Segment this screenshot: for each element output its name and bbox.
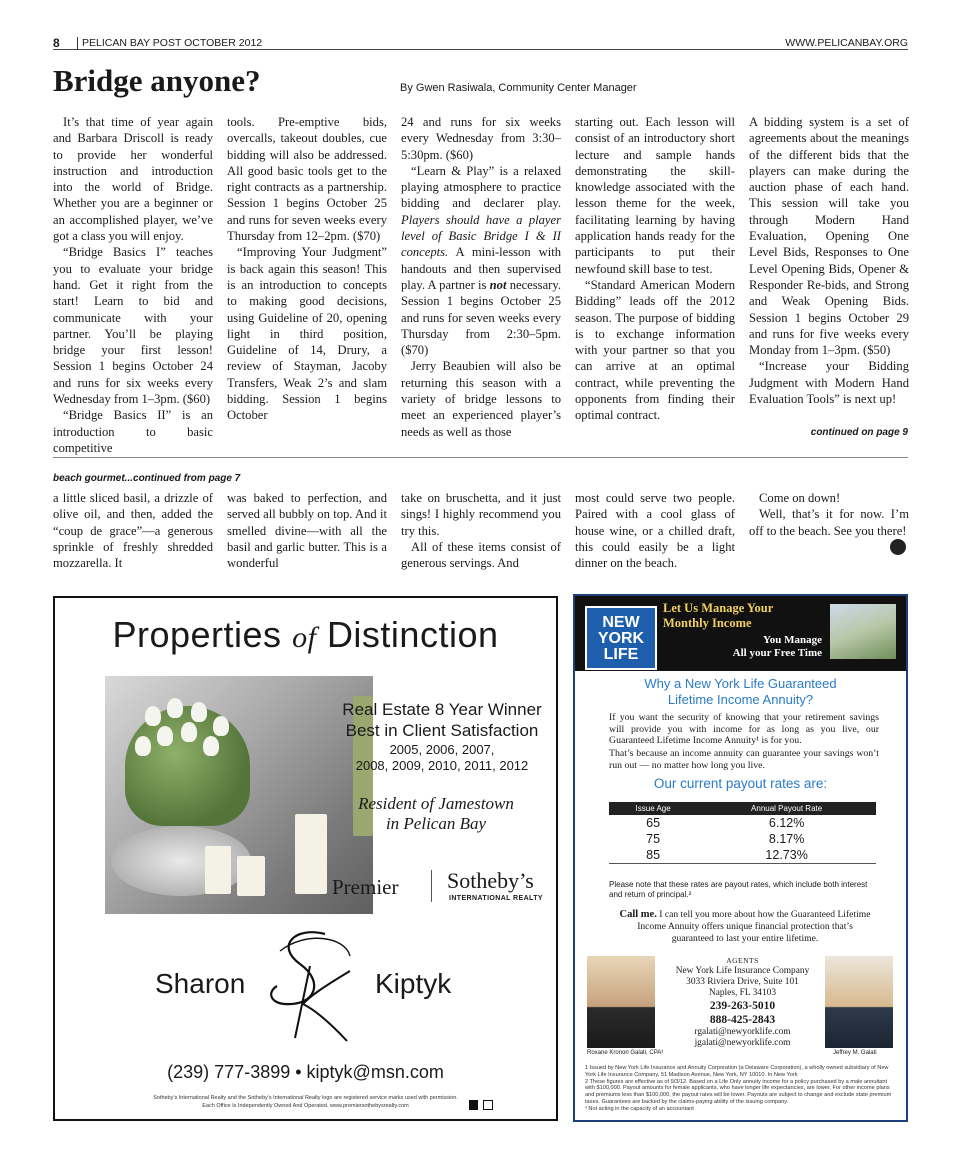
ad-footnotes: 1 Issued by New York Life Insurance and Annuity Corporation (a Delaware Corporation), a wholly owned subsidiary of New York Life Insurance Company, 51 Madison Avenue, New York, NY 10010. In New York 2 These figures are effective as of 9/3/12. Based on a Life Only annuity income for a policy purchased by a male annuitant with $100,000. Payout amounts for female applicants, who have longer life expectancies, are lower. For other income plans and premiums less than $100,000, the payout rates will be lower. Payouts are subject to change and exclude state premium taxes. Guarantees are backed by the claims-paying ability of the issuing company. ³ Not acting in the capacity of an accountant (585, 1065, 892, 1112)
couple-photo (830, 604, 896, 659)
paragraph: take on bruschetta, and it just sings! I highly recommend you try this. (401, 491, 561, 538)
paragraph: “Learn & Play” is a relaxed playing atmosphere to practice bidding and declarer play. Players should have a player level of Basic Bridge I & II concepts. A mini-lesson with handouts and then supervised play. A partner is not necessary. Session 1 begins October 25 and runs for seven weeks every Thursday from 2:30–5pm. ($70) (401, 163, 561, 358)
table-row (609, 815, 876, 831)
call-to-action: Call me. I can tell you more about how the Guaranteed Lifetime Income Annuity offers unique financial protection that’s guaranteed to last your entire lifetime. (619, 909, 871, 944)
premier-logo: Premier (332, 875, 399, 899)
award-years-1: 2005, 2006, 2007, (389, 742, 495, 757)
article-column-4 (575, 114, 735, 424)
paragraph: starting out. Each lesson will consist of an introductory short lecture and sample hands demonstrating the skill-knowledge associated with the lesson theme for the week, facilitating learning by having application hands ready for the participants to put their newfound skill base to test. (575, 115, 735, 276)
phone-2[interactable]: 888-425-2843 (709, 1014, 776, 1026)
agents-contact-block: AGENTS New York Life Insurance Company 3033 Riviera Drive, Suite 101 Naples, FL 34103 239-263-5010 888-425-2843 rgalati@newyorklife.com jgalati@newyorklife.com (660, 955, 825, 1049)
payout-rate: 6.12% (768, 816, 805, 830)
paragraph: most could serve two people. Paired with a cool glass of house wine, or a chilled draft, this could easily be a light dinner on the beach. (575, 491, 735, 571)
table-header: Annual Payout Rate (697, 802, 876, 815)
site-url[interactable]: WWW.PELICANBAY.ORG (785, 37, 908, 49)
equal-housing-icon (483, 1100, 493, 1110)
sothebys-logo: Sotheby’s (447, 868, 534, 893)
phone-1[interactable]: 239-263-5010 (709, 1000, 776, 1012)
paragraph: Jerry Beaubien will also be returning this season with a variety of bridge lessons to meet an experienced player’s needs as well as those (401, 359, 561, 439)
paragraph: “Increase your Bidding Judgment with Modern Hand Evaluation Tools” is next up! (749, 359, 909, 407)
ad-body-2: That’s because an income annuity can guarantee your savings won’t run out — no matter how long you live. (609, 748, 879, 771)
agent-first-name: Sharon (155, 968, 246, 999)
ad-tagline: Let Us Manage Your Monthly Income (663, 601, 774, 630)
issue-age: 85 (609, 847, 697, 863)
paragraph: A bidding system is a set of agreements about the meanings of the different bids that the players can make during the auction phase of each hand. This session will take you through Modern Hand Evaluation, Opening One Level Bids, Responses to One Level Opening Bids, Opener & Responder Re-bids, and Strong and Weak Opening Bids. Session 1 begins October 29 and runs for five weeks every Monday from 1–3pm. ($50) (749, 115, 909, 358)
continued-from-head: beach gourmet...continued from page 7 (53, 473, 241, 484)
sk-monogram-icon (255, 926, 365, 1046)
award-years-2: 2008, 2009, 2010, 2011, 2012 (355, 758, 529, 773)
paragraph: It’s that time of year again and Barbara Driscoll is ready to provide her wonderful instruction and introduction into the world of Bridge. Whether you are a beginner or an accomplished player, we’ve got a class you will enjoy. (53, 115, 213, 244)
section-divider (53, 457, 908, 458)
issue-age: 65 (646, 816, 661, 830)
paragraph: All of these items consist of generous servings. And (401, 539, 561, 571)
paragraph: 24 and runs for six weeks every Wednesday from 3:30–5:30pm. ($60) (401, 115, 561, 162)
agent-caption-1: Roxane Kronon Galati, CPA³ (587, 1050, 664, 1056)
rates-note: Please note that these rates are payout rates, which include both interest and return of principal.² (609, 880, 868, 899)
paragraph: “Bridge Basics I” teaches you to evaluate your bridge hand. Get it right from the start! Learn to bid and communicate with your partner. You’ll be playing bridge your first lesson! Session 1 begins October 24 and runs for six weeks every Wednesday from 1–3pm. ($60) (53, 245, 213, 407)
paragraph: “Bridge Basics II” is an introduction to basic competitive (53, 408, 213, 455)
ad-body-1: If you want the security of knowing that your retirement savings will provide you with income for as long as you live, our Guaranteed Lifetime Income Annuity¹ is for you. (609, 712, 879, 746)
payout-rate: 12.73% (697, 847, 876, 863)
payout-rate: 8.17% (768, 832, 805, 846)
ad-question: Why a New York Life Guaranteed Lifetime Income Annuity? (644, 676, 837, 707)
email-1[interactable]: rgalati@newyorklife.com (694, 1027, 791, 1037)
paragraph: a little sliced basil, a drizzle of olive oil, and then, added the “coup de grace”—a generous sprinkle of freshly shredded mozzarella. It (53, 491, 213, 571)
gourmet-column-1 (53, 490, 213, 571)
article-column-2 (227, 114, 387, 424)
article-title: Bridge anyone? (53, 63, 261, 98)
agent-caption-2: Jeffrey M. Galati (833, 1050, 877, 1056)
payout-rates-table (609, 802, 876, 864)
gourmet-column-3 (401, 490, 561, 571)
gourmet-column-5 (749, 490, 909, 539)
table-header: Issue Age (609, 802, 697, 815)
resident-tagline: Resident of Jamestown in Pelican Bay (358, 794, 514, 833)
ad-fine-print: Sotheby’s International Realty and the Sotheby’s International Realty logo are registered service marks used with permission. Each Office Is Independently Owned And Operated. www.premiersothebysrealty.com (153, 1095, 458, 1109)
sothebys-subtitle: INTERNATIONAL REALTY (449, 895, 543, 902)
table-row (609, 847, 876, 863)
paragraph: Come on down! (759, 491, 841, 505)
ad-tagline-2: You Manage All your Free Time (732, 634, 822, 659)
new-york-life-ad (573, 594, 908, 1122)
new-york-life-logo: NEW YORK LIFE (585, 606, 657, 670)
article-column-1 (53, 114, 213, 456)
paragraph: “Standard American Modern Bidding” leads off the 2012 season. The purpose of bidding is to exchange information with your partner so that you can arrive at an optimal contract, while preventing the opponents from finding their optimal contract. (575, 277, 735, 423)
publication-name: PELICAN BAY POST OCTOBER 2012 (77, 37, 262, 49)
realtor-icon (469, 1100, 478, 1110)
rates-heading: Our current payout rates are: (653, 776, 828, 791)
agent-photo-jeffrey (825, 956, 893, 1048)
ad-headline: Properties of Distinction (112, 614, 499, 655)
end-mark-icon (890, 539, 906, 555)
page-number: 8 (53, 36, 60, 50)
award-line-1: Real Estate 8 Year Winner (342, 700, 542, 719)
email-2[interactable]: jgalati@newyorklife.com (694, 1038, 791, 1048)
gourmet-column-4 (575, 490, 735, 571)
article-byline: By Gwen Rasiwala, Community Center Manager (400, 82, 637, 94)
award-line-2: Best in Client Satisfaction (345, 721, 539, 740)
issue-age: 75 (646, 832, 661, 846)
agent-last-name: Kiptyk (375, 968, 452, 999)
paragraph: “Improving Your Judgment” is back again this season! This is an introduction to concepts to making good decisions, using Guideline of 20, opening light in third position, Guideline of 14, Drury, a review of Stayman, Jacoby Transfers, Weak 2’s and slam bidding. Session 1 begins October (227, 245, 387, 423)
paragraph: tools. Pre-emptive bids, overcalls, takeout doubles, cue bidding will also be addressed. All good basic tools get to the right contracts as a partnership. Session 1 begins October 25 and runs for seven weeks every Thursday from 12–2pm. ($70) (227, 115, 387, 244)
sothebys-ad (53, 596, 558, 1121)
agent-photo-roxane (587, 956, 655, 1048)
paragraph: was baked to perfection, and served all bubbly on top. And it smelled divine—with all the basil and garlic butter. This is a wonderful (227, 491, 387, 571)
continued-link[interactable]: continued on page 9 (810, 427, 908, 438)
agent-contact[interactable]: (239) 777-3899 • kiptyk@msn.com (167, 1062, 444, 1082)
article-column-5 (749, 114, 909, 407)
page-header (53, 36, 908, 50)
logo-divider (431, 870, 432, 902)
paragraph: Well, that’s it for now. I’m off to the beach. See you there! (749, 507, 909, 538)
gourmet-column-2 (227, 490, 387, 571)
article-column-3 (401, 114, 561, 440)
table-row (609, 831, 876, 847)
